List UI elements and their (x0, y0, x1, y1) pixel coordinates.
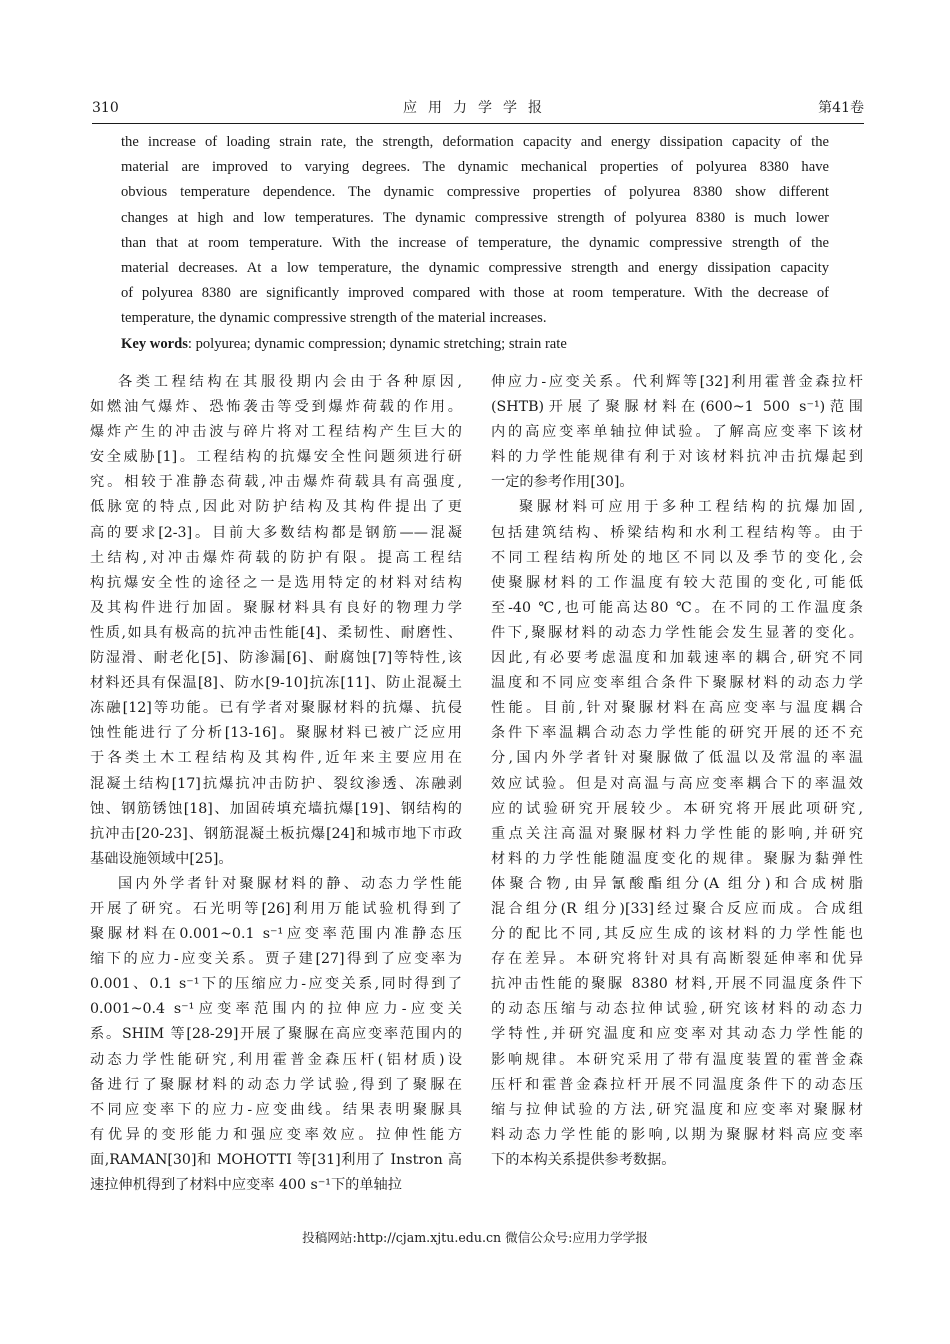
text-line: 材料的力学性能随温度变化的规律。聚脲为黏弹性 (491, 850, 863, 867)
abstract-english (121, 130, 829, 332)
text-line: 使聚脲材料的工作温度有较大范围的变化,可能低 (491, 574, 863, 591)
text-line: 性质,如具有极高的抗冲击性能[4]、柔韧性、耐磨性、 (90, 624, 462, 641)
text-line: 料的力学性能规律有利于对该材料抗冲击抗爆起到 (491, 449, 863, 466)
text-line: 动态力学性能研究,利用霍普金森压杆(铝材质)设 (90, 1051, 462, 1068)
volume-label: 第41卷 (818, 100, 864, 116)
text-line: 构抗爆安全性的途径之一是选用特定的材料对结构 (90, 574, 462, 591)
text-line: 及其构件进行加固。聚脲材料具有良好的物理力学 (90, 599, 462, 616)
text-line: 重点关注高温对聚脲材料力学性能的影响,并研究 (491, 825, 863, 842)
text-line: 缩与拉伸试验的方法,研究温度和应变率对聚脲材 (491, 1101, 863, 1118)
text-line: 于各类土木工程结构及其构件,近年来主要应用在 (90, 750, 462, 767)
keywords (121, 332, 829, 356)
text-line: 有优异的变形能力和强应变率效应。拉伸性能方 (90, 1126, 462, 1143)
text-line: 学特性,并研究温度和应变率对其动态力学性能的 (491, 1026, 863, 1043)
text-line: 蚀、钢筋锈蚀[18]、加固砖填充墙抗爆[19]、钢结构的 (90, 800, 462, 817)
text-line: 性能。目前,针对聚脲材料在高应变率与温度耦合 (491, 700, 863, 717)
text-line: 影响规律。本研究采用了带有温度装置的霍普金森 (491, 1051, 863, 1068)
text-line: 包括建筑结构、桥梁结构和水利工程结构等。由于 (491, 524, 863, 541)
text-line: 压杆和霍普金森拉杆开展不同温度条件下的动态压 (491, 1076, 863, 1093)
text-line: 至-40 ℃,也可能高达80 ℃。在不同的工作温度条 (491, 599, 863, 616)
text-line: 分的配比不同,其反应生成的该材料的力学性能也 (491, 926, 863, 943)
text-line: 冻融[12]等功能。已有学者对聚脲材料的抗爆、抗侵 (90, 700, 462, 717)
text-line: 究。相较于准静态荷载,冲击爆炸荷载具有高强度, (90, 474, 462, 491)
text-line: 面,RAMAN[30]和 MOHOTTI 等[31]利用了 Instron 高 (90, 1151, 462, 1168)
text-line: 备进行了聚脲材料的动态力学试验,得到了聚脲在 (90, 1076, 462, 1093)
text-line: 伸应力-应变关系。代利辉等[32]利用霍普金森拉杆 (491, 374, 863, 390)
text-line: changes at high and low temperatures. The dynamic compressive strength of polyurea 8380 is much lower (121, 209, 829, 226)
text-line: 爆炸产生的冲击波与碎片将对工程结构产生巨大的 (90, 424, 462, 441)
text-line: 开展了研究。石光明等[26]利用万能试验机得到了 (90, 900, 462, 917)
text-line: 不同工程结构所处的地区不同以及季节的变化,会 (491, 549, 863, 566)
text-line: 体聚合物,由异氰酸酯组分(A 组分)和合成树脂 (491, 875, 863, 892)
keywords-text: : polyurea; dynamic compression; dynamic stretching; strain rate (187, 336, 567, 352)
body-column-right (491, 370, 863, 1173)
text-line: 土结构,对冲击爆炸荷载的防护有限。提高工程结 (90, 549, 462, 566)
text-line: 聚脲材料可应用于多种工程结构的抗爆加固, (519, 499, 863, 516)
text-line: 材料还具有保温[8]、防水[9-10]抗冻[11]、防止混凝土 (90, 675, 462, 692)
text-line: 混合组分(R 组分)[33]经过聚合反应而成。合成组 (491, 900, 863, 917)
text-line: 因此,有必要考虑温度和加载速率的耦合,研究不同 (491, 650, 863, 667)
text-line: 条件下率温耦合动态力学性能的研究开展的还不充 (491, 725, 863, 742)
text-line: 存在差异。本研究将针对具有高断裂延伸率和优异 (491, 951, 863, 968)
text-line: 件下,聚脲材料的动态力学性能会发生显著的变化。 (491, 624, 863, 641)
text-line: 系。SHIM 等[28-29]开展了聚脲在高应变率范围内的 (90, 1026, 462, 1043)
text-line: (SHTB)开展了聚脲材料在(600~1 500 s⁻¹)范围 (491, 399, 863, 416)
text-line: 低脉宽的特点,因此对防护结构及其构件提出了更 (90, 499, 462, 516)
text-line: 安全威胁[1]。工程结构的抗爆安全性问题须进行研 (90, 449, 462, 466)
text-line: 防湿滑、耐老化[5]、防渗漏[6]、耐腐蚀[7]等特性,该 (90, 650, 462, 667)
text-line: 聚脲材料在0.001~0.1 s⁻¹应变率范围内准静态压 (90, 926, 462, 943)
text-line: 混凝土结构[17]抗爆抗冲击防护、裂纹渗透、冻融剥 (90, 775, 462, 792)
text-line: 基础设施领域中[25]。 (90, 850, 233, 867)
footer-submission-info: 投稿网站:http://cjam.xjtu.edu.cn 微信公众号:应用力学学报 (302, 1230, 648, 1245)
text-line: 应的试验研究开展较少。本研究将开展此项研究, (491, 800, 863, 817)
page-number: 310 (92, 100, 119, 116)
text-line: than that at room temperature. With the increase of temperature, the dynamic compressive strength of the (121, 234, 829, 251)
text-line: material decreases. At a low temperature, the dynamic compressive strength and energy dissipation capacity (121, 259, 829, 276)
text-line: 0.001、0.1 s⁻¹下的压缩应力-应变关系,同时得到了 (90, 976, 462, 993)
text-line: 抗冲击性能的聚脲 8380 材料,开展不同温度条件下 (491, 976, 863, 993)
text-line: 温度和不同应变率组合条件下聚脲材料的动态力学 (491, 675, 863, 692)
text-line: 分,国内外学者针对聚脲做了低温以及常温的率温 (491, 750, 863, 767)
text-line: obvious temperature dependence. The dynamic compressive properties of polyurea 8380 show different (121, 184, 829, 201)
text-line: 一定的参考作用[30]。 (491, 474, 634, 491)
text-line: 的动态压缩与动态拉伸试验,研究该材料的动态力 (491, 1001, 863, 1018)
journal-title: 应用力学学报 (403, 100, 553, 116)
text-line: 如燃油气爆炸、恐怖袭击等受到爆炸荷载的作用。 (90, 399, 462, 416)
header-rule (92, 123, 864, 124)
text-line: 各类工程结构在其服役期内会由于各种原因, (118, 374, 462, 390)
text-line: 蚀性能进行了分析[13-16]。聚脲材料已被广泛应用 (90, 725, 462, 742)
text-line: 抗冲击[20-23]、钢筋混凝土板抗爆[24]和城市地下市政 (90, 825, 462, 842)
text-line: 高的要求[2-3]。目前大多数结构都是钢筋——混凝 (90, 524, 462, 541)
text-line: 国内外学者针对聚脲材料的静、动态力学性能 (118, 875, 462, 892)
keywords-label: Key words (121, 336, 188, 352)
text-line: 料动态力学性能的影响,以期为聚脲材料高应变率 (491, 1126, 863, 1143)
text-line: 内的高应变率单轴拉伸试验。了解高应变率下该材 (491, 424, 863, 441)
text-line: of polyurea 8380 are significantly improved compared with those at room temperature. With the decrease of (121, 285, 829, 302)
text-line: 下的本构关系提供参考数据。 (491, 1151, 676, 1168)
body-column-left (90, 370, 462, 1198)
text-line: the increase of loading strain rate, the strength, deformation capacity and energy dissipation capacity of the (121, 134, 829, 150)
running-header (92, 97, 864, 121)
text-line: 0.001~0.4 s⁻¹应变率范围内的拉伸应力-应变关 (90, 1001, 462, 1018)
text-line: 速拉伸机得到了材料中应变率 400 s⁻¹下的单轴拉 (90, 1177, 402, 1193)
text-line: temperature, the dynamic compressive strength of the material increases. (121, 310, 547, 327)
text-line: 效应试验。但是对高温与高应变率耦合下的率温效 (491, 775, 863, 792)
text-line: 缩下的应力-应变关系。贾子建[27]得到了应变率为 (90, 951, 462, 968)
text-line: material are improved to varying degrees. The dynamic mechanical properties of polyurea 8380 have (121, 159, 829, 176)
text-line: 不同应变率下的应力-应变曲线。结果表明聚脲具 (90, 1101, 462, 1118)
